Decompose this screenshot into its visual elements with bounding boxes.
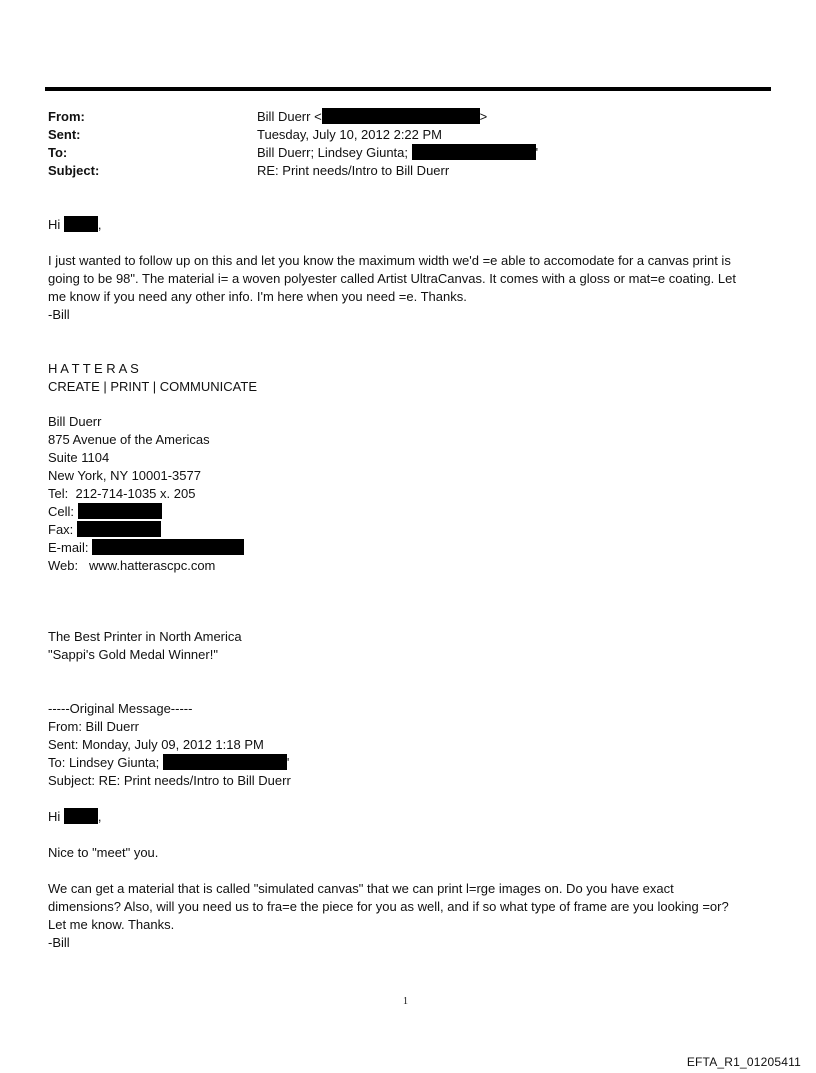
original-body [48, 880, 778, 952]
redaction-box [163, 754, 287, 770]
original-divider: -----Original Message----- [48, 701, 193, 716]
original-sent: Sent: Monday, July 09, 2012 1:18 PM [48, 737, 264, 752]
body-line: I just wanted to follow up on this and let you know the maximum width we'd =e able to accomodate for a canvas print is [48, 253, 731, 268]
original-greeting: Hi , [48, 809, 102, 824]
redaction-box [322, 108, 480, 124]
redaction-box [78, 503, 162, 519]
to-value: Bill Duerr; Lindsey Giunta; ' [257, 145, 539, 160]
original-intro: Nice to "meet" you. [48, 845, 159, 860]
original-subject: Subject: RE: Print needs/Intro to Bill Duerr [48, 773, 291, 788]
sig-email: E-mail: [48, 539, 778, 557]
body-line: going to be 98". The material i= a woven polyester called Artist UltraCanvas. It comes with a gloss or mat=e coating. Let [48, 271, 736, 286]
sig-fax: Fax: [48, 521, 778, 539]
subject-label: Subject: [48, 163, 100, 178]
body-line: -Bill [48, 307, 70, 322]
company-tagline: CREATE | PRINT | COMMUNICATE [48, 379, 257, 394]
body-line: We can get a material that is called "simulated canvas" that we can print l=rge images on. Do you have exact [48, 881, 674, 896]
redaction-box [64, 216, 98, 232]
original-to: To: Lindsey Giunta; ' [48, 755, 290, 770]
slogan-line2: "Sappi's Gold Medal Winner!" [48, 647, 218, 662]
sig-address2: Suite 1104 [48, 450, 110, 465]
page-number: 1 [403, 996, 408, 1007]
body-line: dimensions? Also, will you need us to fra=e the piece for you as well, and if so what type of frame are you looking =or? [48, 899, 729, 914]
redaction-box [412, 144, 536, 160]
from-label: From: [48, 109, 85, 124]
sig-address1: 875 Avenue of the Americas [48, 432, 210, 447]
message-body [48, 252, 778, 324]
sig-city: New York, NY 10001-3577 [48, 468, 201, 483]
body-line: me know if you need any other info. I'm here when you need =e. Thanks. [48, 289, 467, 304]
signature-slogan [48, 628, 778, 664]
original-message-header [48, 700, 778, 790]
subject-value: RE: Print needs/Intro to Bill Duerr [257, 163, 450, 178]
body-line: Let me know. Thanks. [48, 917, 175, 932]
signature-company [48, 360, 778, 396]
redaction-box [92, 539, 244, 555]
redaction-box [77, 521, 161, 537]
slogan-line1: The Best Printer in North America [48, 629, 242, 644]
redaction-box [64, 808, 98, 824]
header-rule [45, 87, 771, 91]
sent-label: Sent: [48, 127, 81, 142]
document-id-footer: EFTA_R1_01205411 [686, 1055, 801, 1069]
original-from: From: Bill Duerr [48, 719, 140, 734]
body-line: -Bill [48, 935, 70, 950]
sig-web: Web: www.hatterascpc.com [48, 558, 216, 573]
sig-cell: Cell: [48, 503, 778, 521]
company-name: H A T T E R A S [48, 361, 139, 376]
sig-tel: Tel: 212-714-1035 x. 205 [48, 486, 196, 501]
from-value: Bill Duerr < > [257, 109, 488, 124]
to-label: To: [48, 145, 68, 160]
sig-name: Bill Duerr [48, 414, 102, 429]
signature-contact [48, 413, 778, 575]
sent-value: Tuesday, July 10, 2012 2:22 PM [257, 127, 442, 142]
message-greeting: Hi , [48, 217, 102, 232]
